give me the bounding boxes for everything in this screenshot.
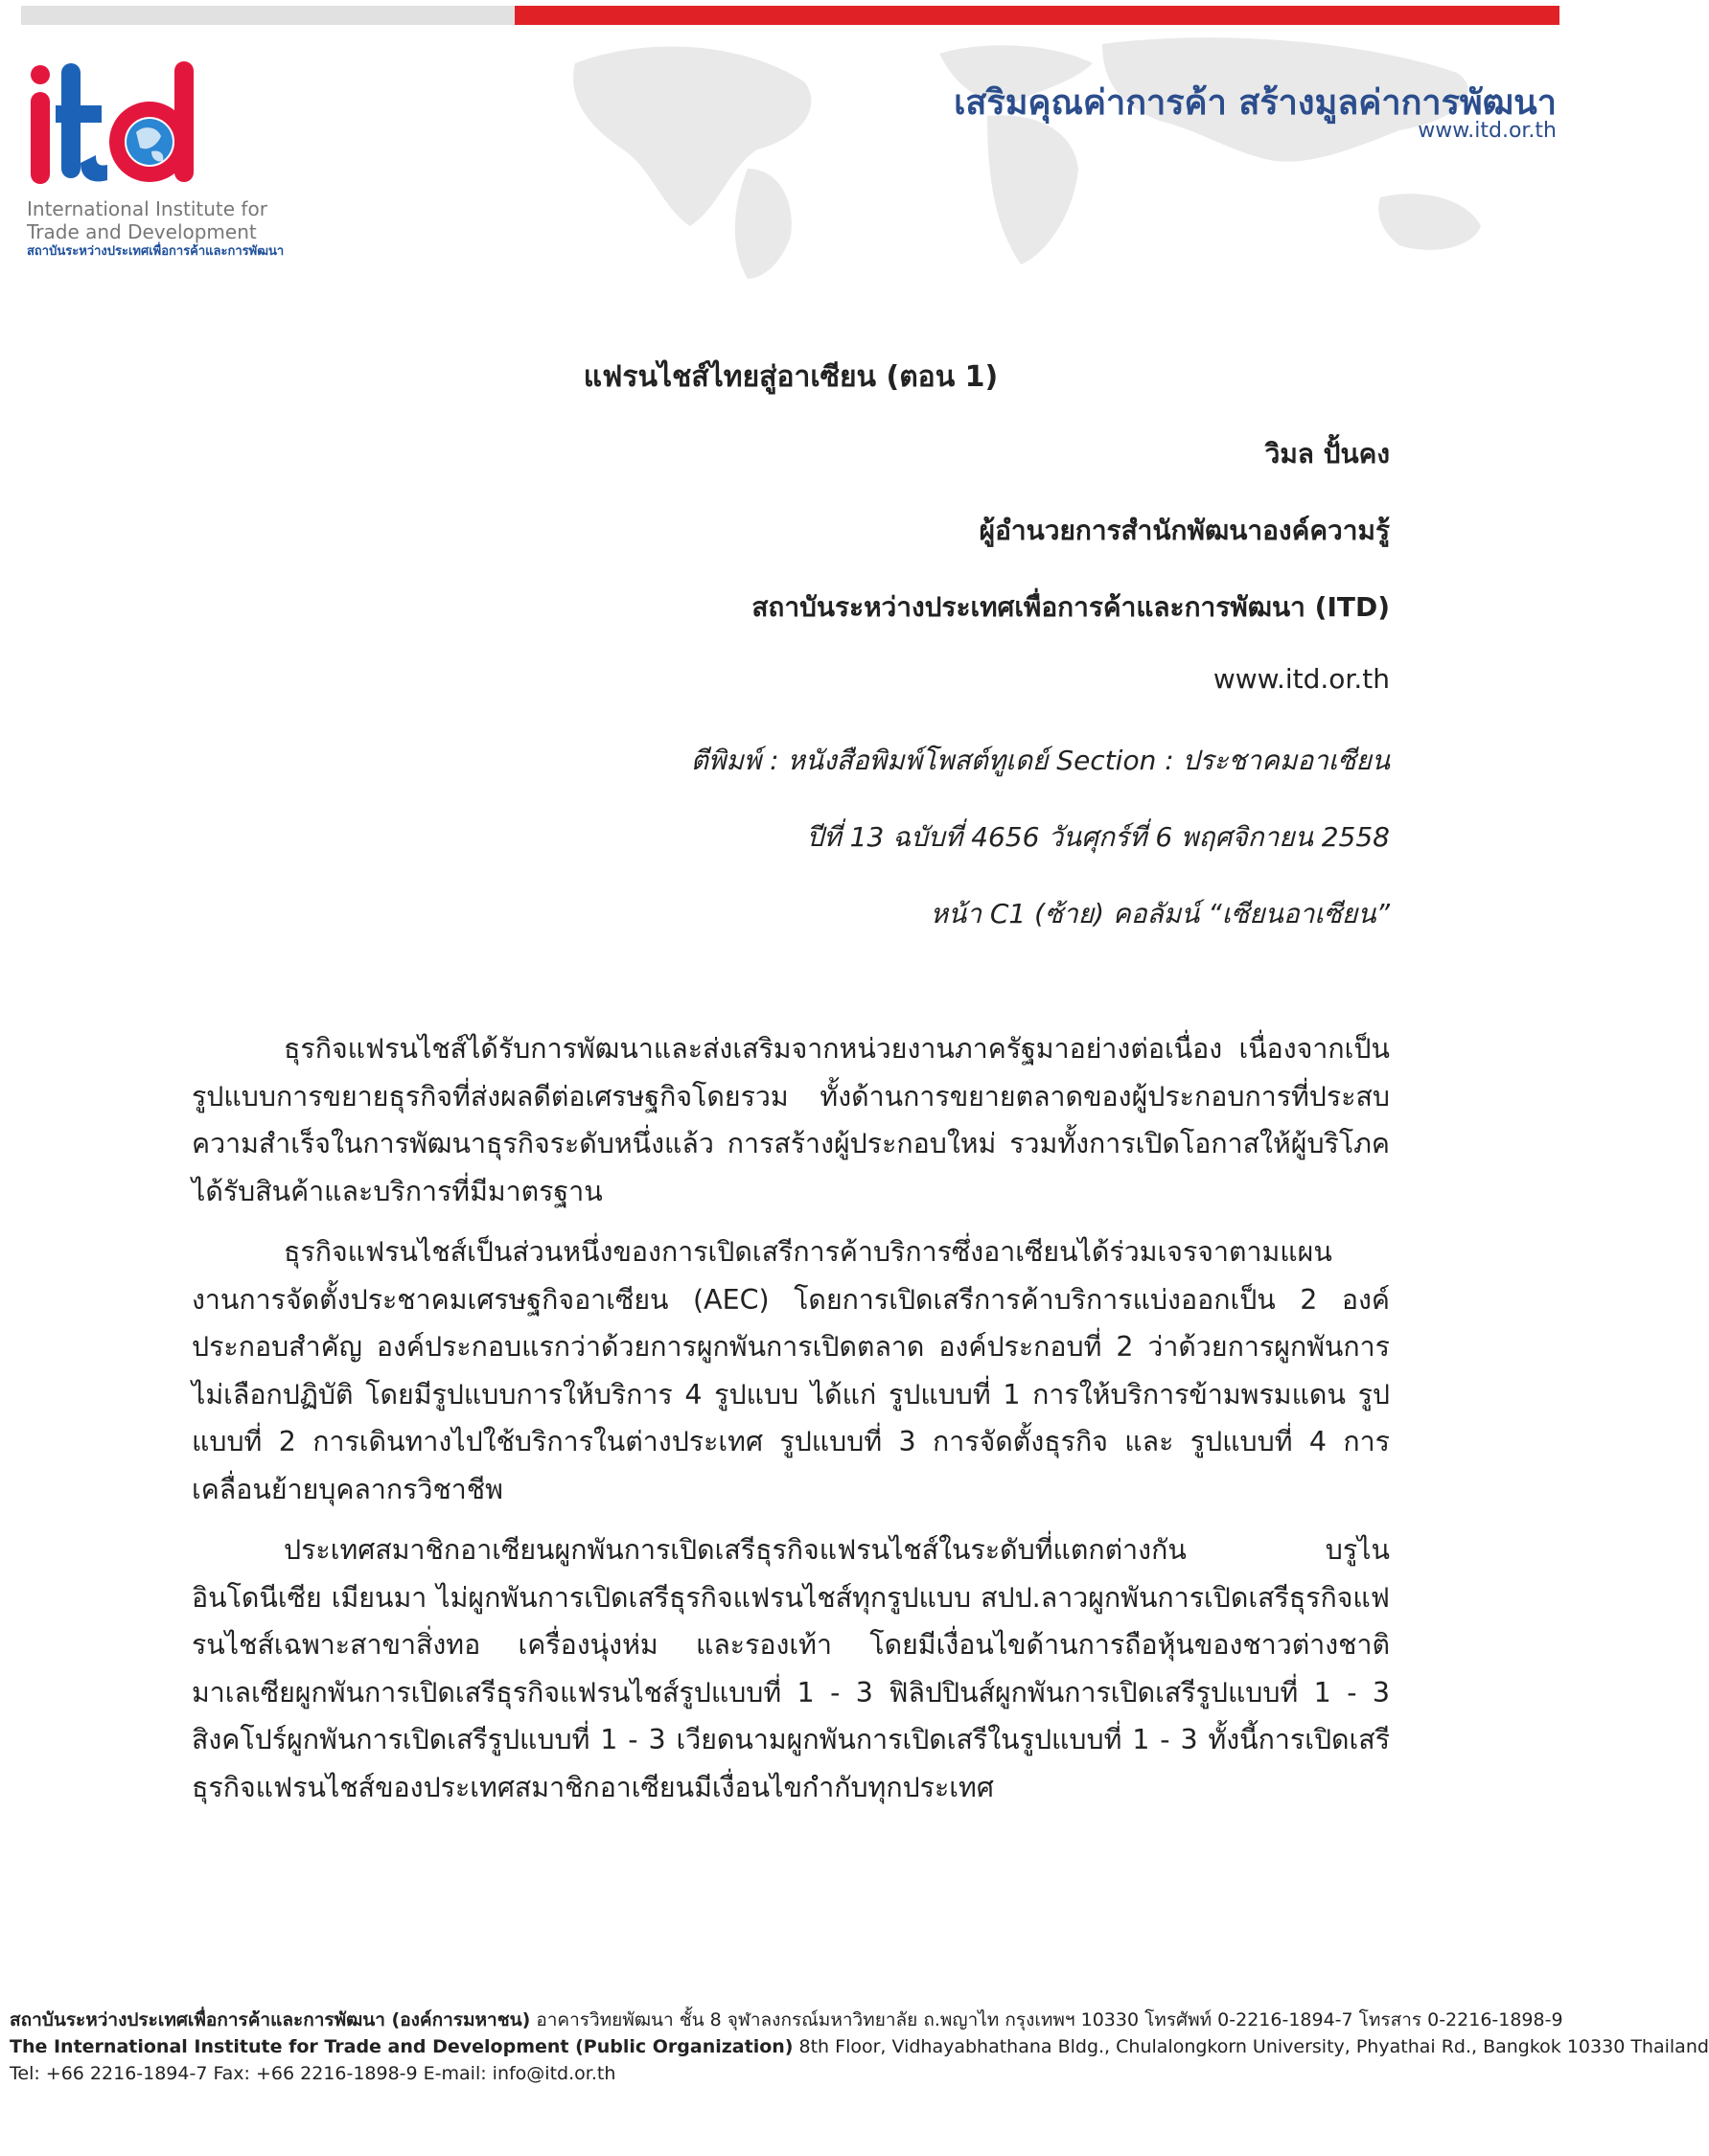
body-paragraph-3: ประเทศสมาชิกอาเซียนผูกพันการเปิดเสรีธุรกิจแฟรนไชส์ในระดับที่แตกต่างกัน บรูไน อินโดนีเซีย เมียนมา ไม่ผูกพันการเปิดเสรีธุรกิจแฟรนไชส์ทุกรูปแบบ สปป.ลาวผูกพันการเปิดเสรีธุรกิจแฟรนไชส์เฉพาะสาขาสิ่งทอ เครื่องนุ่งห่ม และรองเท้า โดยมีเงื่อนไขด้านการถือหุ้นของชาวต่างชาติ มาเลเซียผูกพันการเปิดเสรีธุรกิจแฟรนไชส์รูปแบบที่ 1 - 3 ฟิลิปปินส์ผูกพันการเปิดเสรีรูปแบบที่ 1 - 3 สิงคโปร์ผูกพันการเปิดเสรีรูปแบบที่ 1 - 3 เวียดนามผูกพันการเปิดเสรีในรูปแบบที่ 1 - 3 ทั้งนี้การเปิดเสรีธุรกิจแฟรนไชส์ของประเทศสมาชิกอาเซียนมีเงื่อนไขกำกับทุกประเทศ: [192, 1534, 1390, 1803]
page-footer: [10, 2007, 1709, 2087]
footer-line-thai: [10, 2007, 1572, 2033]
body-paragraph-2: ธุรกิจแฟรนไชส์เป็นส่วนหนึ่งของการเปิดเสรีการค้าบริการซึ่งอาเซียนได้ร่วมเจรจาตามแผนงานการจัดตั้งประชาคมเศรษฐกิจอาเซียน (AEC) โดยการเปิดเสรีการค้าบริการแบ่งออกเป็น 2 องค์ประกอบสำคัญ องค์ประกอบแรกว่าด้วยการผูกพันการเปิดตลาด องค์ประกอบที่ 2 ว่าด้วยการผูกพันการไม่เลือกปฏิบัติ โดยมีรูปแบบการให้บริการ 4 รูปแบบ ได้แก่ รูปแบบที่ 1 การให้บริการข้ามพรมแดน รูปแบบที่ 2 การเดินทางไปใช้บริการในต่างประเทศ รูปแบบที่ 3 การจัดตั้งธุรกิจ และ รูปแบบที่ 4 การเคลื่อนย้ายบุคลากรวิชาชีพ: [192, 1236, 1390, 1505]
author-name: วิมล ปั้นคง: [1264, 438, 1390, 470]
article-title: แฟรนไชส์ไทยสู่อาเซียน (ตอน 1): [583, 360, 999, 394]
itd-logo: [27, 57, 286, 268]
world-map-background: [537, 25, 1582, 284]
organization-website-link[interactable]: www.itd.or.th: [1212, 663, 1390, 695]
publication-source: ตีพิมพ์ : หนังสือพิมพ์โพสต์ทูเดย์ Section : ประชาคมอาเซียน: [690, 745, 1390, 776]
footer-org-english: The International Institute for Trade and Development (Public Organization): [10, 2036, 794, 2057]
author-position: ผู้อำนวยการสำนักพัฒนาองค์ความรู้: [979, 515, 1390, 546]
footer-address-english: 8th Floor, Vidhayabhathana Bldg., Chulalongkorn University, Phyathai Rd., Bangkok 10330 Thailand: [793, 2036, 1709, 2057]
body-paragraph-1: ธุรกิจแฟรนไชส์ได้รับการพัฒนาและส่งเสริมจากหน่วยงานภาครัฐมาอย่างต่อเนื่อง เนื่องจากเป็นรูปแบบการขยายธุรกิจที่ส่งผลดีต่อเศรษฐกิจโดยรวม ทั้งด้านการขยายตลาดของผู้ประกอบการที่ประสบความสำเร็จในการพัฒนาธุรกิจระดับหนึ่งแล้ว การสร้างผู้ประกอบใหม่ รวมทั้งการเปิดโอกาสให้ผู้บริโภคได้รับสินค้าและบริการที่มีมาตรฐาน: [192, 1033, 1390, 1207]
header-bar-red: [515, 6, 1559, 25]
footer-line-english: [10, 2033, 1709, 2060]
footer-address-thai: อาคารวิทยพัฒนา ชั้น 8 จุฬาลงกรณ์มหาวิทยาลัย ถ.พญาไท กรุงเทพฯ 10330 โทรศัพท์ 0-2216-1894-7 โทรสาร 0-2216-1898-9: [530, 2009, 1563, 2030]
publication-issue: ปีที่ 13 ฉบับที่ 4656 วันศุกร์ที่ 6 พฤศจิกายน 2558: [806, 821, 1390, 853]
logo-name-line1: International Institute for: [27, 197, 267, 220]
logo-name-line2: Trade and Development: [27, 220, 257, 243]
header-bar-gray: [21, 6, 515, 25]
footer-org-thai: สถาบันระหว่างประเทศเพื่อการค้าและการพัฒนา (องค์การมหาชน): [10, 2009, 531, 2030]
logo-name-thai: สถาบันระหว่างประเทศเพื่อการค้าและการพัฒนา: [27, 244, 285, 259]
header-slogan: เสริมคุณค่าการค้า สร้างมูลค่าการพัฒนา: [954, 83, 1557, 123]
footer-contact: Tel: +66 2216-1894-7 Fax: +66 2216-1898-9 E-mail: info@itd.or.th: [10, 2063, 616, 2084]
itd-logo-mark: [27, 57, 199, 192]
publication-page-column: หน้า C1 (ซ้าย) คอลัมน์ “เซียนอาเซียน”: [930, 898, 1390, 929]
author-organization: สถาบันระหว่างประเทศเพื่อการค้าและการพัฒนา (ITD): [751, 591, 1390, 623]
article-body: [192, 1025, 1390, 1824]
header-website-link[interactable]: www.itd.or.th: [1418, 119, 1557, 143]
